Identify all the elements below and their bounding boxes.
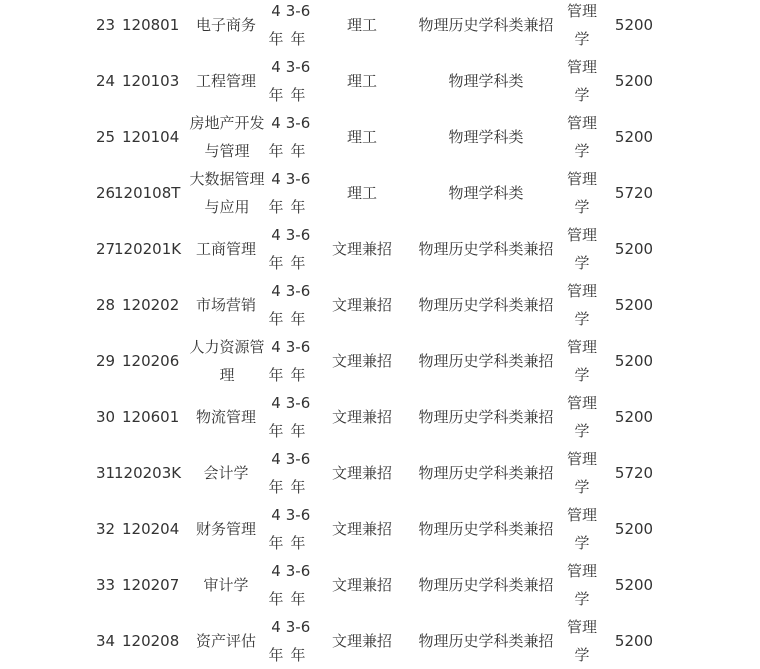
- subject-requirement: 物理学科类: [448, 128, 524, 146]
- discipline: [567, 0, 597, 53]
- major-name: [189, 165, 264, 221]
- study-years-line: 年: [268, 86, 284, 104]
- tuition-fee: 5200: [614, 408, 654, 426]
- tuition-fee: 5720: [614, 184, 654, 202]
- discipline-line: 管理: [566, 2, 598, 20]
- row-number: 29: [96, 352, 116, 370]
- table-row: [0, 557, 760, 613]
- tuition-fee: 5200: [614, 128, 654, 146]
- major-code: 120801: [122, 16, 180, 34]
- discipline-line: 学: [574, 478, 590, 496]
- subject-requirement: 物理历史学科类兼招: [418, 408, 554, 426]
- table-row: [0, 333, 760, 389]
- discipline: [567, 277, 597, 333]
- subject-requirement: 物理历史学科类兼招: [418, 16, 554, 34]
- discipline: [567, 165, 597, 221]
- table-row: [0, 53, 760, 109]
- row-number: 31: [96, 464, 116, 482]
- year-limit: [286, 0, 311, 53]
- subject-requirement: 物理历史学科类兼招: [418, 352, 554, 370]
- subject-requirement: 物理学科类: [448, 72, 524, 90]
- category: 文理兼招: [331, 464, 393, 482]
- tuition-fee: 5200: [614, 632, 654, 650]
- year-limit: [286, 613, 311, 669]
- discipline-line: 管理: [566, 170, 598, 188]
- tuition-fee: 5200: [614, 296, 654, 314]
- row-number: 23: [96, 16, 116, 34]
- subject-requirement: 物理历史学科类兼招: [418, 632, 554, 650]
- study-years-line: 4: [271, 114, 281, 132]
- discipline: [567, 221, 597, 277]
- major-name: 工程管理: [195, 72, 257, 90]
- year-limit: [286, 445, 311, 501]
- study-years-line: 年: [268, 646, 284, 664]
- study-years-line: 年: [268, 142, 284, 160]
- year-limit: [286, 501, 311, 557]
- major-code: 120202: [122, 296, 180, 314]
- year-limit-line: 3-6: [285, 170, 311, 188]
- category: 文理兼招: [331, 296, 393, 314]
- year-limit-line: 3-6: [285, 2, 311, 20]
- major-name: 会计学: [203, 464, 249, 482]
- tuition-fee: 5200: [614, 352, 654, 370]
- year-limit-line: 3-6: [285, 506, 311, 524]
- category: 文理兼招: [331, 240, 393, 258]
- study-years: [268, 53, 283, 109]
- discipline-line: 学: [574, 646, 590, 664]
- major-name: 市场营销: [195, 296, 257, 314]
- year-limit-line: 年: [290, 366, 306, 384]
- row-number: 24: [96, 72, 116, 90]
- major-name-line: 大数据管理: [189, 170, 265, 188]
- subject-requirement: 物理历史学科类兼招: [418, 296, 554, 314]
- major-name: [189, 109, 264, 165]
- subject-requirement: 物理历史学科类兼招: [418, 240, 554, 258]
- year-limit-line: 3-6: [285, 114, 311, 132]
- study-years: [268, 557, 283, 613]
- year-limit: [286, 389, 311, 445]
- table-row: [0, 221, 760, 277]
- table-row: [0, 501, 760, 557]
- year-limit: [286, 557, 311, 613]
- tuition-fee: 5720: [614, 464, 654, 482]
- study-years-line: 年: [268, 478, 284, 496]
- year-limit-line: 年: [290, 198, 306, 216]
- discipline-line: 管理: [566, 114, 598, 132]
- table-row: [0, 613, 760, 669]
- study-years-line: 4: [271, 226, 281, 244]
- discipline-line: 管理: [566, 618, 598, 636]
- year-limit: [286, 333, 311, 389]
- row-number: 27: [96, 240, 116, 258]
- year-limit-line: 年: [290, 86, 306, 104]
- study-years-line: 4: [271, 618, 281, 636]
- row-number: 28: [96, 296, 116, 314]
- study-years-line: 年: [268, 30, 284, 48]
- study-years: [268, 109, 283, 165]
- discipline-line: 学: [574, 590, 590, 608]
- discipline: [567, 613, 597, 669]
- year-limit-line: 年: [290, 478, 306, 496]
- row-number: 25: [96, 128, 116, 146]
- discipline-line: 管理: [566, 338, 598, 356]
- study-years: [268, 389, 283, 445]
- discipline-line: 管理: [566, 394, 598, 412]
- year-limit: [286, 53, 311, 109]
- year-limit-line: 年: [290, 310, 306, 328]
- study-years-line: 年: [268, 310, 284, 328]
- discipline-line: 管理: [566, 58, 598, 76]
- major-code: 120103: [122, 72, 180, 90]
- study-years-line: 年: [268, 534, 284, 552]
- discipline-line: 管理: [566, 450, 598, 468]
- major-code: 120203K: [114, 464, 182, 482]
- year-limit-line: 3-6: [285, 394, 311, 412]
- major-code: 120206: [122, 352, 180, 370]
- category: 文理兼招: [331, 520, 393, 538]
- discipline-line: 管理: [566, 226, 598, 244]
- tuition-fee: 5200: [614, 72, 654, 90]
- discipline-line: 学: [574, 86, 590, 104]
- major-name-line: 房地产开发: [189, 114, 265, 132]
- year-limit-line: 年: [290, 142, 306, 160]
- subject-requirement: 物理历史学科类兼招: [418, 464, 554, 482]
- year-limit-line: 年: [290, 422, 306, 440]
- discipline: [567, 445, 597, 501]
- major-code: 120207: [122, 576, 180, 594]
- major-name-line: 与管理: [204, 142, 250, 160]
- major-code: 120601: [122, 408, 180, 426]
- row-number: 32: [96, 520, 116, 538]
- year-limit-line: 3-6: [285, 338, 311, 356]
- study-years-line: 年: [268, 198, 284, 216]
- study-years: [268, 333, 283, 389]
- table-row: [0, 109, 760, 165]
- year-limit-line: 年: [290, 534, 306, 552]
- study-years-line: 4: [271, 394, 281, 412]
- year-limit-line: 3-6: [285, 282, 311, 300]
- discipline-line: 学: [574, 366, 590, 384]
- subject-requirement: 物理学科类: [448, 184, 524, 202]
- major-name: [189, 333, 264, 389]
- category: 文理兼招: [331, 352, 393, 370]
- discipline-line: 学: [574, 30, 590, 48]
- study-years-line: 4: [271, 170, 281, 188]
- category: 理工: [346, 184, 378, 202]
- study-years-line: 4: [271, 58, 281, 76]
- table-row: [0, 445, 760, 501]
- study-years: [268, 0, 283, 53]
- category: 文理兼招: [331, 576, 393, 594]
- discipline: [567, 53, 597, 109]
- table-row: [0, 165, 760, 221]
- year-limit-line: 3-6: [285, 618, 311, 636]
- year-limit-line: 年: [290, 646, 306, 664]
- row-number: 26: [96, 184, 116, 202]
- discipline: [567, 109, 597, 165]
- tuition-fee: 5200: [614, 576, 654, 594]
- discipline-line: 管理: [566, 506, 598, 524]
- year-limit: [286, 221, 311, 277]
- study-years: [268, 165, 283, 221]
- row-number: 34: [96, 632, 116, 650]
- discipline-line: 学: [574, 534, 590, 552]
- subject-requirement: 物理历史学科类兼招: [418, 576, 554, 594]
- major-code: 120204: [122, 520, 180, 538]
- study-years: [268, 277, 283, 333]
- study-years: [268, 445, 283, 501]
- major-name: 电子商务: [195, 16, 257, 34]
- tuition-fee: 5200: [614, 240, 654, 258]
- discipline-line: 管理: [566, 562, 598, 580]
- table-row: [0, 389, 760, 445]
- discipline: [567, 333, 597, 389]
- study-years-line: 4: [271, 506, 281, 524]
- study-years-line: 4: [271, 450, 281, 468]
- discipline-line: 学: [574, 254, 590, 272]
- tuition-fee: 5200: [614, 16, 654, 34]
- major-code: 120104: [122, 128, 180, 146]
- category: 文理兼招: [331, 408, 393, 426]
- study-years: [268, 221, 283, 277]
- table-row: [0, 0, 760, 53]
- study-years-line: 年: [268, 366, 284, 384]
- discipline-line: 学: [574, 422, 590, 440]
- discipline-line: 学: [574, 310, 590, 328]
- discipline-line: 学: [574, 198, 590, 216]
- year-limit-line: 3-6: [285, 450, 311, 468]
- discipline-line: 管理: [566, 282, 598, 300]
- tuition-fee: 5200: [614, 520, 654, 538]
- discipline-line: 学: [574, 142, 590, 160]
- study-years-line: 4: [271, 282, 281, 300]
- study-years: [268, 501, 283, 557]
- major-code: 120208: [122, 632, 180, 650]
- row-number: 33: [96, 576, 116, 594]
- year-limit-line: 年: [290, 590, 306, 608]
- discipline: [567, 389, 597, 445]
- discipline: [567, 501, 597, 557]
- major-name-line: 理: [219, 366, 235, 384]
- year-limit-line: 年: [290, 254, 306, 272]
- study-years-line: 年: [268, 422, 284, 440]
- table-row: [0, 277, 760, 333]
- study-years-line: 年: [268, 590, 284, 608]
- major-name: 工商管理: [195, 240, 257, 258]
- study-years-line: 4: [271, 2, 281, 20]
- category: 理工: [346, 128, 378, 146]
- row-number: 30: [96, 408, 116, 426]
- study-years: [268, 613, 283, 669]
- major-code: 120108T: [114, 184, 181, 202]
- year-limit-line: 3-6: [285, 562, 311, 580]
- major-name: 资产评估: [195, 632, 257, 650]
- category: 理工: [346, 72, 378, 90]
- study-years-line: 4: [271, 338, 281, 356]
- major-name: 财务管理: [195, 520, 257, 538]
- year-limit-line: 年: [290, 30, 306, 48]
- major-name-line: 人力资源管: [189, 338, 265, 356]
- major-name-line: 与应用: [204, 198, 250, 216]
- major-name: 物流管理: [195, 408, 257, 426]
- year-limit: [286, 277, 311, 333]
- year-limit-line: 3-6: [285, 226, 311, 244]
- year-limit-line: 3-6: [285, 58, 311, 76]
- discipline: [567, 557, 597, 613]
- category: 理工: [346, 16, 378, 34]
- category: 文理兼招: [331, 632, 393, 650]
- year-limit: [286, 165, 311, 221]
- study-years-line: 年: [268, 254, 284, 272]
- study-years-line: 4: [271, 562, 281, 580]
- year-limit: [286, 109, 311, 165]
- major-code: 120201K: [114, 240, 182, 258]
- subject-requirement: 物理历史学科类兼招: [418, 520, 554, 538]
- major-name: 审计学: [203, 576, 249, 594]
